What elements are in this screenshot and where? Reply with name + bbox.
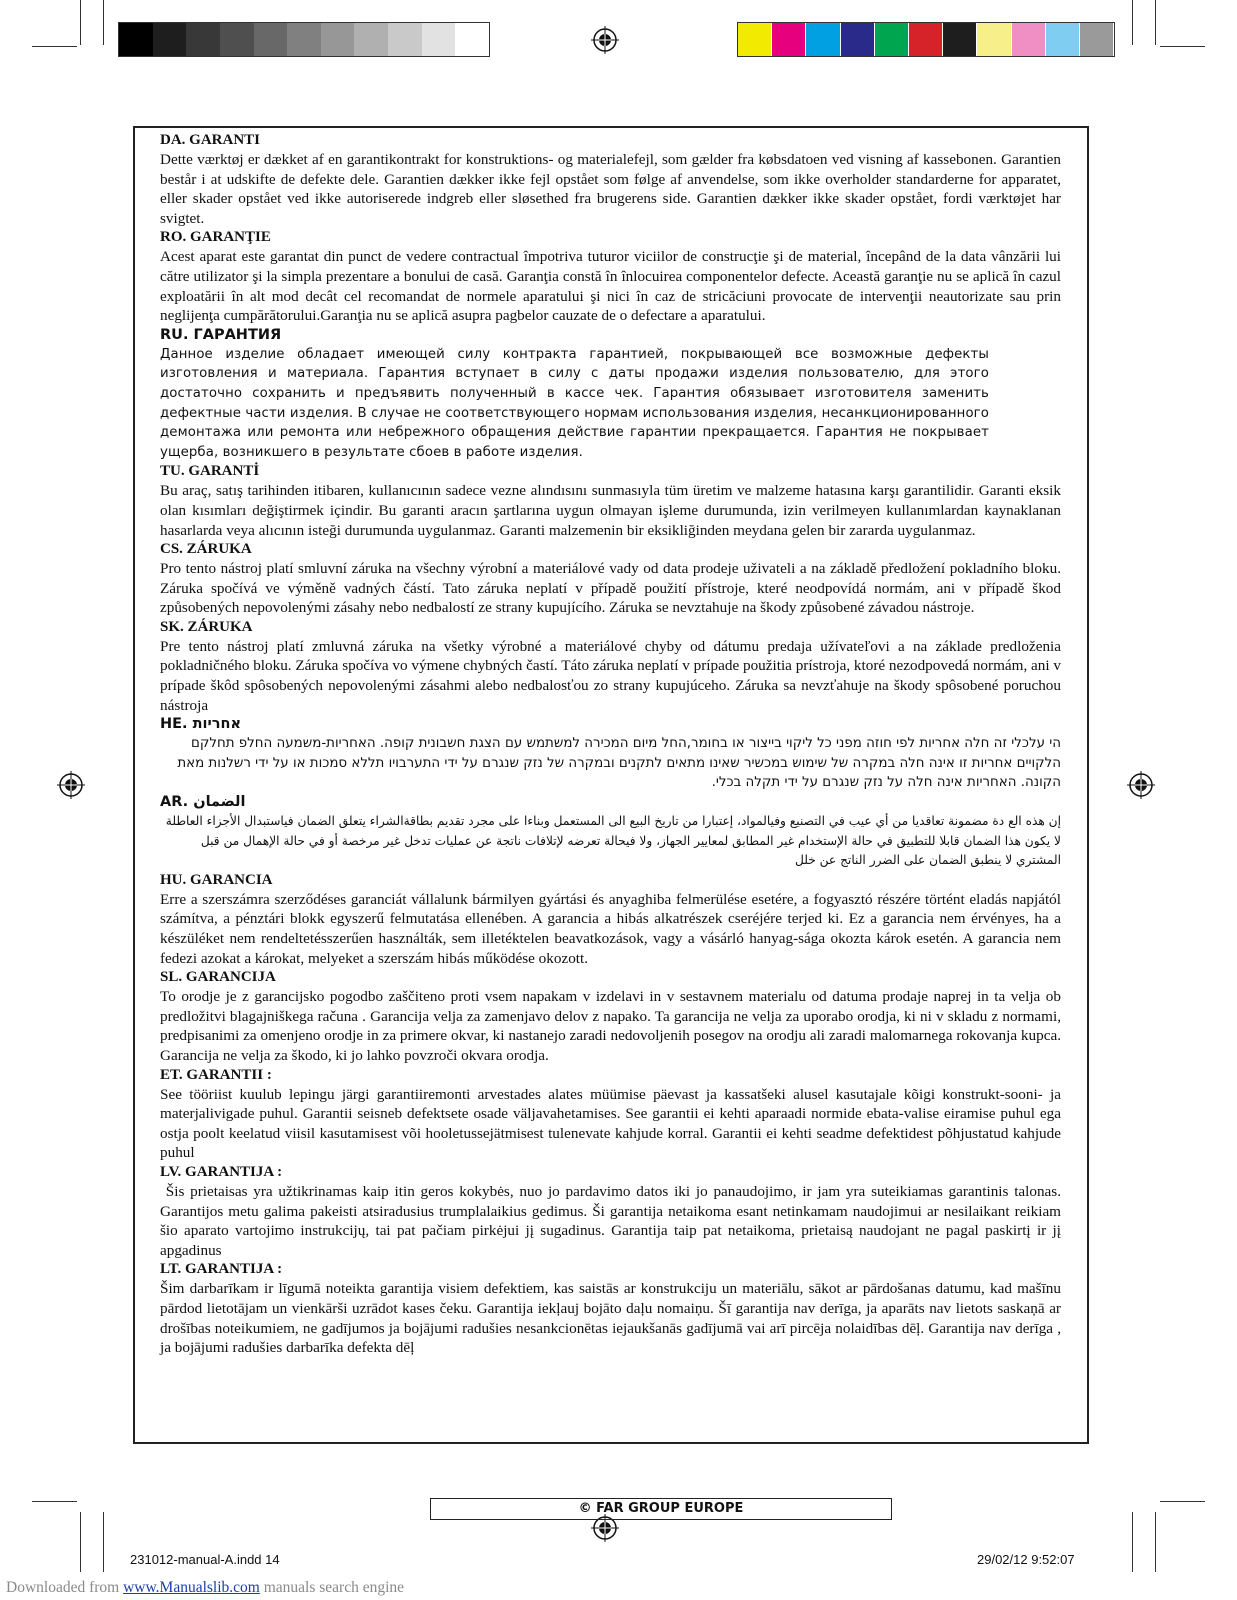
color-swatch (977, 23, 1011, 56)
color-swatch (1012, 23, 1046, 56)
slug-file-info: 231012-manual-A.indd 14 (130, 1552, 280, 1567)
section-heading: TU. GARANTİ (160, 463, 260, 480)
crop-mark (103, 0, 104, 45)
gray-swatch (422, 23, 456, 56)
section-cs (160, 540, 1061, 618)
section-body: Pre tento nástroj platí zmluvná záruka na všetky výrobné a materiálové chyby od dátumu predaja užívateľovi a na základe predloženia pokladničného bloku. Záruka spočíva vo výmene chybných častí. Táto záruka neplatí v prípade použitia prístroja, ktoré nezodpovedá normám, ani v prípade škôd spôsobených nepovolenými zásahmi alebo nedbalosťou zo strany kupujúceho. Záruka sa nevzťahuje na škody spôsobené poruchou nástroja (160, 637, 1061, 714)
section-heading: HE. אחריות (160, 716, 242, 733)
section-body: Acest aparat este garantat din punct de vedere contractual împotriva tuturor viciilor de construcţie şi de material, începând de la data vânzării lui către utilizator şi la simpla prezentare a bonului de casă. Garanţia constă în înlocuirea componentelor defecte. Această garanţie nu se aplică în cazul exploatării în alt mod decât cel recomandat de normele aparatului şi nici în caz de stricăciuni provocate de intervenţii neautorizate sau prin neglijenţa cumpărătorului.Garanţia nu se aplică asupra pagbelor cauzate de o defectare a aparatului. (160, 248, 1061, 325)
section-heading: SK. ZÁRUKA (160, 618, 253, 635)
section-ru (160, 326, 1061, 463)
gray-swatch (354, 23, 388, 56)
section-body: Šim darbarīkam ir līgumā noteikta garantija visiem defektiem, kas saistās ar konstrukciju un materiālu, sākot ar pārdošanas datumu, kad mašīnu pārdod lietotājam un vienkārši uzrādot kases čeku. Garantija iekļauj bojāto daļu nomaiņu. Šī garantija nav derīga, ja aparāts nav lietots saskaņā ar drošības noteikumiem, ne gadījumos ja bojājumi radušies nesankcionētas iejaukšanās gadījumā vai arī pircēja nolaidības dēļ. Garantija nav derīga , ja bojājumi radušies darbarīka defekta dēļ (160, 1280, 1061, 1357)
download-credit (6, 1579, 404, 1597)
warranty-text-frame (133, 126, 1089, 1444)
section-ro (160, 228, 1061, 325)
section-lv (160, 1163, 1065, 1260)
section-body: Šis prietaisas yra užtikrinamas kaip itin geros kokybės, nuo jo pardavimo datos iki jo panaudojimo, ir jam yra suteikiamas garantinis talonas. Garantijos metu galima pakeisti atsiradusius trumplalaikius gedimus. Ši garantija netaikoma esant netinkamam naudojimui ar nesilaikant reikiam šio aparato vartojimo instrukcijų, tai pat pačiam pirkėjui jį sugadinus. Garantija taip pat netaikoma, prietaisą naudojant ne pagal paskirtį ir jį apgadinus (160, 1182, 1065, 1259)
color-swatch (943, 23, 977, 56)
section-body: הי עלכלי זה חלה אחריות לפי חוזה מפני כל ליקוי בייצור או בחומר,החל מיום המכירה למשתמש עם הצגת חשבונית קופה. האחריות-משמעה החלפ תחלקם הלקויים אחריות זו אינה חלה במקרה של שימוש במכשיר שאינו מתאים לתקנים ובמקרה של נזק שנגרם על ידי התערבויו תללא סמכות או על ידי רשלנות מאת הקונה. האחריות אינה חלה על נזק שנגרם על ידי תקלה בכלי. (177, 736, 1061, 791)
gray-swatch (321, 23, 355, 56)
color-calibration-strip (737, 22, 1115, 57)
download-suffix: manuals search engine (259, 1579, 405, 1596)
crop-mark (1132, 0, 1133, 45)
section-heading: ET. GARANTII : (160, 1066, 272, 1083)
crop-mark (32, 46, 77, 47)
crop-mark (103, 1512, 104, 1572)
section-heading: AR. الضمان (160, 794, 246, 811)
slug-date-info: 29/02/12 9:52:07 (977, 1552, 1075, 1567)
section-heading: SL. GARANCIJA (160, 969, 276, 986)
color-swatch (841, 23, 875, 56)
color-swatch (738, 23, 772, 56)
crop-mark (1160, 46, 1205, 47)
section-body: To orodje je z garancijsko pogodbo zaščiteno proti vsem napakam v izdelavi in v sestavnem materialu od datuma prodaje naprej in ta velja ob predložitvi blagajniškega računa . Garancija velja za zamenjavo delov z napako. Ta garancija ne velja za uporabo orodja, ki ni v skladu z normami, predpisanimi za omenjeno orodje in za primere okvar, ki nastanejo zaradi nedovoljenih posegov na orodju ali zaradi malomarnega rokovanja kupca. Garancija ne velja za škodo, ki jo lahko povzroči okvara orodja. (160, 988, 1061, 1064)
section-sl (160, 968, 1061, 1065)
section-tu (160, 462, 1061, 540)
crop-mark (32, 1501, 77, 1502)
registration-target-icon (590, 25, 620, 55)
grayscale-calibration-strip (118, 22, 490, 57)
section-ar (160, 793, 1061, 871)
color-swatch (806, 23, 840, 56)
color-swatch (1080, 23, 1114, 56)
section-body: Данное изделие обладает имеющей силу контракта гарантией, покрывающей все возможные дефекты изготовления и материала. Гарантия вступает в силу с даты продажи изделия пользователю, для этого достаточно сохранить и предъявить полученный в кассе чек. Гарантия обязывает изготовителя заменить дефектные части изделия. В случае не соответствующего нормам использования изделия, несанкционированного демонтажа или ремонта или небрежного обращения действие гарантии прекращается. Гарантия не покрывает ущерба, возникшего в результате сбоев в работе изделия. (160, 346, 989, 460)
gray-swatch (254, 23, 288, 56)
section-lt (160, 1260, 1061, 1357)
crop-mark (1155, 0, 1156, 45)
crop-mark (1160, 1501, 1205, 1502)
section-heading: HU. GARANCIA (160, 871, 273, 888)
section-hu (160, 871, 1061, 968)
section-heading: DA. GARANTI (160, 132, 261, 148)
section-heading: CS. ZÁRUKA (160, 541, 252, 558)
gray-swatch (388, 23, 422, 56)
section-sk (160, 618, 1061, 715)
section-body: Erre a szerszámra szerződéses garanciát vállalunk bármilyen gyártási és anyaghiba felmerülése esetére, a fogyasztó részére történt eladás napjától számítva, a pénztári blokk egyszerű felmutatása ellenében. A garancia a hibás alkatrészek cseréjére terjed ki. Ez a garancia nem érvényes, ha a készüléket nem rendeltetésszerűen használták, sem illetéktelen beavatkozások, vagy a vásárló hanyag-sága okozta károk esetén. A garancia nem fedezi azokat a károkat, melyeket a szerszám hibás működése okozott. (160, 890, 1061, 967)
section-heading: LT. GARANTIJA : (160, 1261, 283, 1278)
registration-target-icon (1126, 770, 1156, 800)
color-swatch (875, 23, 909, 56)
section-et (160, 1066, 1061, 1163)
section-heading: RU. ГАРАНТИЯ (160, 326, 282, 343)
color-swatch (1046, 23, 1080, 56)
color-swatch (909, 23, 943, 56)
gray-swatch (287, 23, 321, 56)
gray-swatch (153, 23, 187, 56)
section-heading: RO. GARANŢIE (160, 229, 271, 246)
copyright-box: © FAR GROUP EUROPE (430, 1498, 892, 1520)
gray-swatch (186, 23, 220, 56)
crop-mark (80, 0, 81, 45)
section-body: Dette værktøj er dækket af en garantikontrakt for konstruktions- og materialefejl, som gælder fra købsdatoen ved visning af kassebonen. Garantien består i at udskifte de defekte dele. Garantien dækker ikke fejl opstået som følge af anvendelse, som ikke overholder standarderne for apparatet, eller skader opstået ved ikke autoriserede indgreb eller sløsethed fra brugerens side. Garantien dækker ikke skader opstået, fordi værktøjet har svigtet. (160, 151, 1061, 227)
section-body: إن هذه الع دة مضمونة تعاقديا من أي عيب في التصنيع وفيالمواد، إعتبارا من تاريخ البيع الى المستعمل وبناءا على مجرد تقديم بطاقةالشراء يتعلق الضمان فياستبدال الأجزاء العاطلة لا يكون هذا الضمان قابلا للتطبيق في حالة الإستخدام غير المطابق لمعايير الجهاز، ولا فيحالة تعرضه لإتلافات ناتجة عن عمليات تدخل غير مرخصة أو في حالة الإهمال من قبل المشتري لا ينطبق الضمان على الضرر الناتج عن خلل (165, 814, 1061, 868)
gray-swatch (119, 23, 153, 56)
section-he (160, 715, 1061, 793)
crop-mark (1132, 1512, 1133, 1572)
section-body: Bu araç, satış tarihinden itibaren, kullanıcının sadece vezne alındısını sunmasıyla tüm üretim ve malzeme hatasına karşı garantilidir. Garanti eksik olan kısımları değiştirmek içindir. Bu garanti aracın şartlarına uygun olmayan işleme durumunda, izin verilmeyen kullanımlardan kaynaklanan hasarlarda veya alıcının isteği durumunda uygulanmaz. Garanti malzemenin bir eksikliğinden meydana gelen bir zararda uygulanmaz. (160, 482, 1061, 539)
section-body: See tööriist kuulub lepingu järgi garantiiremonti arvestades alates müümise päevast ja kassatšeki alusel kasutajale kõigi konstrukt-sooni- ja materjalivigade puhul. Garantii seisneb defektsete osade väljavahetamises. See garantii ei kehti aparaadi normide ebata-valise eiramise puhul ega ostja poolt keelatud viisil kasutamisest või hooletussejätmisest tulenevate kahjude korral. Garantii ei kehti seadme defektidest põhjustatud kahjude puhul (160, 1085, 1061, 1162)
section-body: Pro tento nástroj platí smluvní záruka na všechny výrobní a materiálové vady od data prodeje uživateli a na základě předložení pokladního bloku. Záruka spočívá ve výměně vadných částí. Tato záruka neplatí v případě použití přístroje, které neodpovídá normám, ani v případě škod způsobených nepovolenými zásahy nebo nedbalostí ze strany kupujícího. Záruka se nevztahuje na škody způsobené závadou nástroje. (160, 560, 1061, 617)
download-prefix: Downloaded from (6, 1579, 124, 1596)
crop-mark (1155, 1512, 1156, 1572)
section-heading: LV. GARANTIJA : (160, 1163, 283, 1180)
gray-swatch (220, 23, 254, 56)
section-da (160, 131, 1061, 228)
registration-target-icon (56, 770, 86, 800)
color-swatch (772, 23, 806, 56)
crop-mark (80, 1512, 81, 1572)
gray-swatch (455, 23, 489, 56)
manualslib-link[interactable]: www.Manualslib.com (123, 1579, 260, 1596)
